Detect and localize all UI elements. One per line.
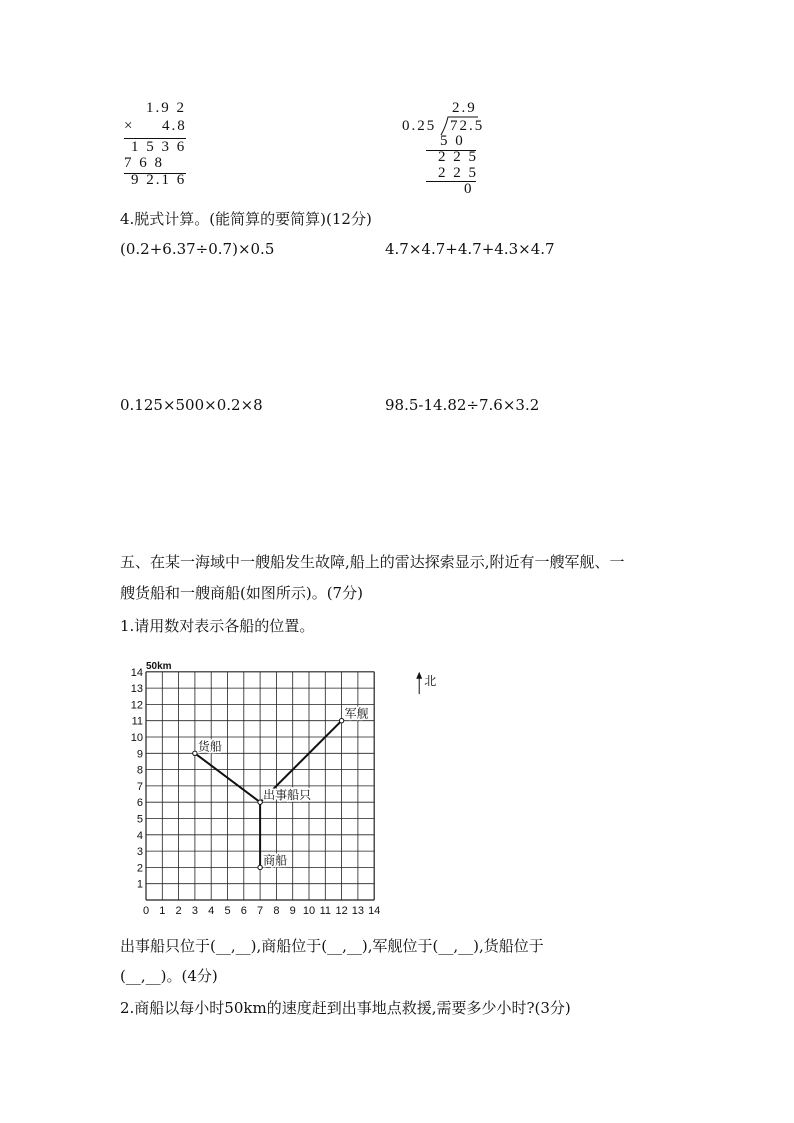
x-tick-label: 6 — [240, 905, 247, 917]
coordinate-chart — [120, 645, 437, 925]
north-label: 北 — [424, 673, 437, 688]
div-divisor: 0.25 — [402, 118, 437, 134]
ship-point — [339, 719, 343, 723]
x-tick-label: 9 — [289, 905, 296, 917]
expr-2: 4.7×4.7+4.7+4.3×4.7 — [385, 240, 555, 258]
y-tick-label: 12 — [130, 699, 143, 712]
x-tick-label: 13 — [351, 905, 365, 917]
north-arrow-head — [416, 672, 422, 679]
y-tick-label: 14 — [130, 666, 143, 679]
x-tick-label: 4 — [208, 905, 215, 917]
div-dividend: 72.5 — [450, 118, 485, 134]
div-step1: 5 0 — [440, 133, 465, 149]
section5-q2: 2.商船以每小时50km的速度赶到出事地点救援,需要多少小时?(3分) — [120, 999, 571, 1017]
ship-label: 货船 — [197, 739, 222, 754]
div-remainder: 0 — [464, 181, 474, 197]
section5-intro-line1: 五、在某一海域中一艘船发生故障,船上的雷达探索显示,附近有一艘军舰、一 — [120, 553, 625, 571]
x-tick-label: 14 — [368, 905, 381, 917]
scale-label: 50km — [146, 660, 172, 672]
expr-1: (0.2+6.37÷0.7)×0.5 — [120, 240, 275, 258]
x-tick-label: 0 — [142, 905, 150, 917]
div-step3: 2 2 5 — [438, 165, 478, 181]
answer-line2: (__,__)。(4分) — [120, 967, 218, 985]
ship-point — [258, 865, 262, 869]
mult-row2: 4.8 — [162, 118, 187, 134]
expr-4: 98.5-14.82÷7.6×3.2 — [385, 396, 540, 414]
ship-label: 军舰 — [344, 706, 369, 721]
x-tick-label: 11 — [319, 905, 332, 917]
mult-row1: 1.9 2 — [146, 100, 186, 116]
ship-label: 商船 — [263, 853, 288, 868]
ship-label: 出事船只 — [263, 788, 312, 803]
y-tick-label: 9 — [136, 748, 143, 761]
x-tick-label: 7 — [257, 905, 264, 917]
x-tick-label: 3 — [191, 905, 198, 917]
x-tick-label: 5 — [224, 905, 231, 917]
y-tick-label: 8 — [136, 764, 143, 777]
y-tick-label: 5 — [136, 813, 143, 826]
answer-line1: 出事船只位于(__,__),商船位于(__,__),军舰位于(__,__),货船位于 — [120, 937, 544, 955]
section5-q1: 1.请用数对表示各船的位置。 — [120, 617, 315, 635]
mult-row4: 7 6 8 — [124, 155, 164, 171]
mult-row5: 9 2.1 6 — [131, 172, 187, 188]
x-tick-label: 1 — [159, 905, 166, 917]
div-quotient: 2.9 — [452, 100, 477, 116]
expr-3: 0.125×500×0.2×8 — [120, 396, 263, 414]
ship-point — [258, 800, 262, 804]
mult-operator: × — [124, 118, 135, 134]
x-tick-label: 12 — [335, 905, 348, 917]
x-tick-label: 10 — [302, 905, 316, 917]
section4-title: 4.脱式计算。(能简算的要简算)(12分) — [120, 210, 372, 228]
x-tick-label: 2 — [175, 905, 182, 917]
x-tick-label: 8 — [273, 905, 280, 917]
ship-point — [193, 751, 197, 755]
y-tick-label: 2 — [136, 862, 143, 875]
div-step2: 2 2 5 — [438, 149, 478, 165]
y-tick-label: 13 — [130, 683, 143, 696]
section5-intro-line2: 艘货船和一艘商船(如图所示)。(7分) — [120, 584, 363, 602]
y-tick-label: 6 — [136, 797, 143, 810]
y-tick-label: 1 — [136, 878, 143, 891]
mult-row3: 1 5 3 6 — [131, 139, 187, 155]
y-tick-label: 7 — [136, 780, 143, 793]
y-tick-label: 4 — [136, 829, 143, 842]
y-tick-label: 3 — [136, 846, 143, 859]
y-tick-label: 10 — [130, 732, 143, 744]
y-tick-label: 11 — [131, 715, 143, 728]
